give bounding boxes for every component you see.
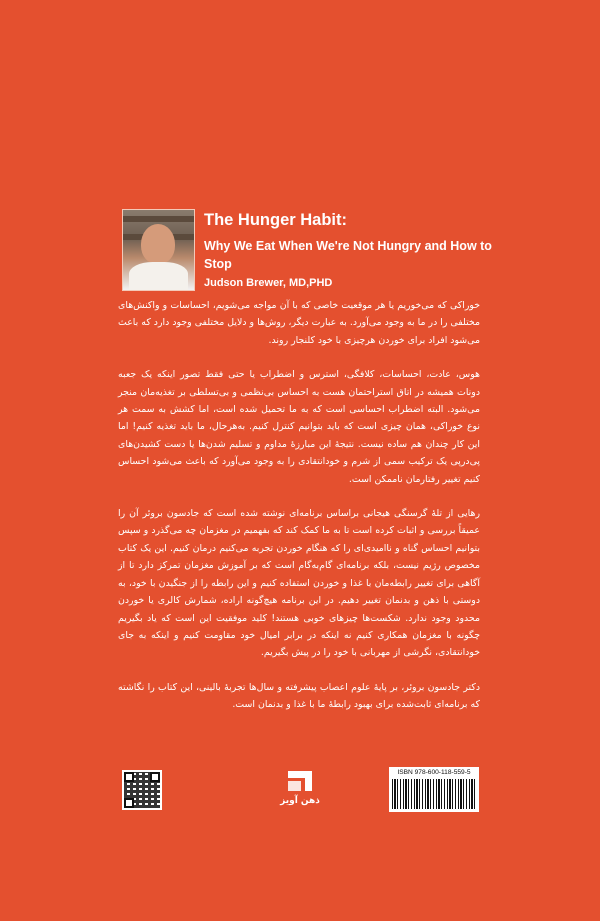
description-paragraph-3-text: براساس برنامه‌ای نوشته شده است که جادسون بروئر آن را عمیقاً بررسی و اثبات کرده است تا به ما کمک کند که بفهمیم در مغزمان چه می‌گذرد و سپس بتوانیم احساس گناه و ناامیدی‌ای را که هنگام خوردن تجربه می‌کنیم درمان کنیم. این یک کتاب مخصوص رژیم نیست، بلکه برنامه‌ای گام‌به‌گام است که بر آموزش مغزمان تمرکز دارد تا از آگاهی برای تغییر رابطه‌مان با غذا و خوردن استفاده کنیم و این رابطه را از جنگیدن با خود، به دوستی با ذهن و بدنمان تغییر دهیم. در این برنامه هیچ‌گونه اراده، شمارش کالری یا خوردن محدود وجود ندارد. شکست‌ها چیزهای خوبی هستند! کلید موفقیت این است که یاد بگیریم چگونه با مغزمان همکاری کنیم نه اینکه در برابر امیال خود مقاومت کنیم و اینکه به جای خودانتقادی، نگرشی از مهربانی با خود را در پیش بگیریم. (118, 508, 480, 659)
book-subtitle: Why We Eat When We're Not Hungry and How to Stop (204, 239, 492, 271)
description-paragraph-3 (118, 505, 480, 662)
description-paragraph-4: دکتر جادسون بروئر، بر پایهٔ علوم اعصاب پیشرفته و سال‌ها تجربهٔ بالینی، این کتاب را نگاشته که برنامه‌ای ثابت‌شده برای بهبود رابطهٔ ما با غذا و بدنمان است. (118, 681, 480, 711)
description (118, 297, 480, 731)
description-paragraph-1: خوراکی که می‌خوریم یا هر موقعیت خاصی که با آن مواجه می‌شویم، احساسات و واکنش‌های مختلفی را در ما به وجود می‌آورد. به عبارت دیگر، روش‌ها و دلایل مختلفی وجود دارد که باعث می‌شود افراد برای خوردن هرچیزی با خود کلنجار روند. (118, 300, 480, 346)
publisher-name: ذهن آویز (280, 796, 320, 806)
barcode-bars (392, 779, 476, 809)
description-paragraph-2: هوس، عادت، احساسات، کلافگی، استرس و اضطراب یا حتی فقط تصور اینکه یک جعبه دونات همیشه در اتاق استراحتمان هست به احساس بی‌نظمی و بی‌تسلطی بر تغذیه‌مان منجر می‌شود. البته اضطراب احساسی است که به ما تحمیل شده است، اما کشش به سمت هر نوع خوراکی، همان چیزی است که باید بتوانیم کنترل کنیم. به‌هرحال، ما باید تغذیه کنیم! اما این کار چندان هم ساده نیست. نتیجهٔ این مبارزهٔ مداوم و تسلیم شدن‌ها یا دست کشیدن‌های پی‌درپی یک ترکیب سمی از شرم و خودانتقادی را به وجود می‌آورد که باعث می‌شود احساس کنیم تغییر رفتارمان ناممکن است. (118, 369, 480, 485)
title-block (204, 210, 494, 289)
publisher-logo-icon (285, 767, 315, 795)
qr-code (122, 770, 162, 810)
isbn-barcode (389, 767, 479, 812)
book-title: The Hunger Habit: (204, 211, 347, 229)
book-persian-title: رهایی از تلهٔ گرسنگی هیجانی (362, 508, 480, 520)
publisher-logo (272, 767, 328, 817)
isbn-number: ISBN 978-600-118-559-5 (397, 769, 471, 776)
author-photo (122, 209, 195, 291)
book-author: Judson Brewer, MD,PHD (204, 277, 333, 289)
